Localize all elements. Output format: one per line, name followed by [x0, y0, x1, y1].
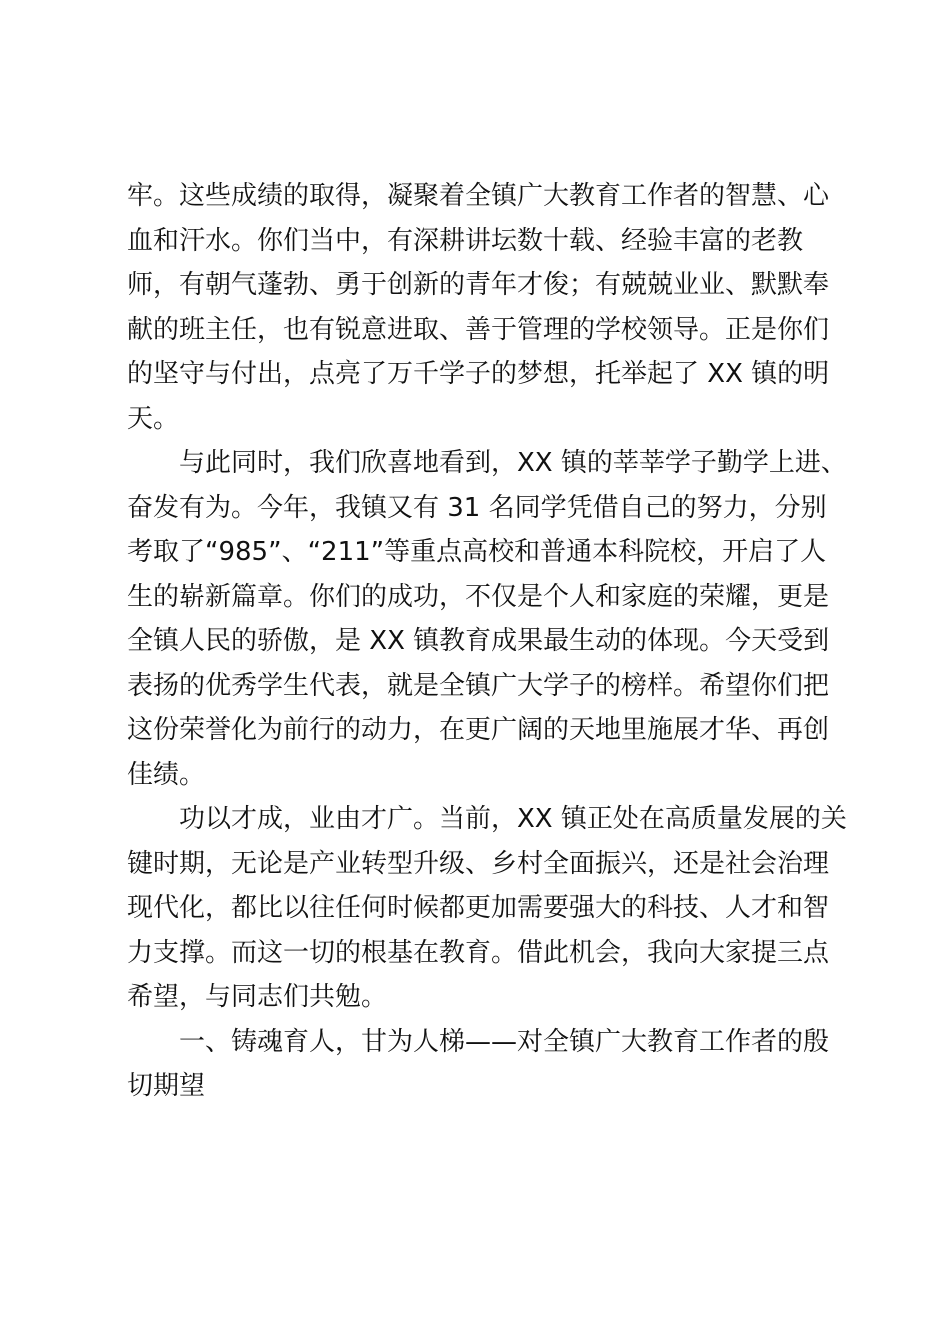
paragraph-first-line: 与此同时，我们欣喜地看到，XX 镇的莘莘学子勤学上进、 — [179, 448, 847, 478]
text-line: 全镇人民的骄傲，是 XX 镇教育成果最生动的体现。今天受到 — [127, 626, 830, 656]
text-line: 生的崭新篇章。你们的成功，不仅是个人和家庭的荣耀，更是 — [127, 581, 830, 612]
text-line: 师，有朝气蓬勃、勇于创新的青年才俊；有兢兢业业、默默奉 — [127, 270, 830, 300]
text-line: 考取了“985”、“211”等重点高校和普通本科院校，开启了人 — [127, 537, 827, 567]
body-text — [127, 174, 847, 1109]
text-line: 希望，与同志们共勉。 — [127, 982, 388, 1012]
section-heading-line: 切期望 — [127, 1071, 206, 1101]
text-line: 天。 — [127, 403, 180, 434]
text-line: 的坚守与付出，点亮了万千学子的梦想，托举起了 XX 镇的明 — [127, 359, 830, 389]
text-line: 这份荣誉化为前行的动力，在更广阔的天地里施展才华、再创 — [127, 715, 830, 745]
text-line: 佳绩。 — [127, 759, 206, 790]
text-line: 现代化，都比以往任何时候都更加需要强大的科技、人才和智 — [127, 893, 830, 923]
text-line: 献的班主任，也有锐意进取、善于管理的学校领导。正是你们 — [127, 314, 830, 345]
text-line: 键时期，无论是产业转型升级、乡村全面振兴，还是社会治理 — [127, 848, 830, 879]
text-line: 表扬的优秀学生代表，就是全镇广大学子的榜样。希望你们把 — [127, 670, 830, 701]
paragraph-first-line: 功以才成，业由才广。当前，XX 镇正处在高质量发展的关 — [179, 804, 847, 834]
text-line: 奋发有为。今年，我镇又有 31 名同学凭借自己的努力，分别 — [127, 492, 827, 523]
section-heading-line: 一、铸魂育人，甘为人梯——对全镇广大教育工作者的殷 — [179, 1026, 830, 1057]
text-line: 牢。这些成绩的取得，凝聚着全镇广大教育工作者的智慧、心 — [127, 181, 830, 211]
text-line: 力支撑。而这一切的根基在教育。借此机会，我向大家提三点 — [127, 937, 830, 968]
text-line: 血和汗水。你们当中，有深耕讲坛数十载、经验丰富的老教 — [127, 225, 804, 256]
